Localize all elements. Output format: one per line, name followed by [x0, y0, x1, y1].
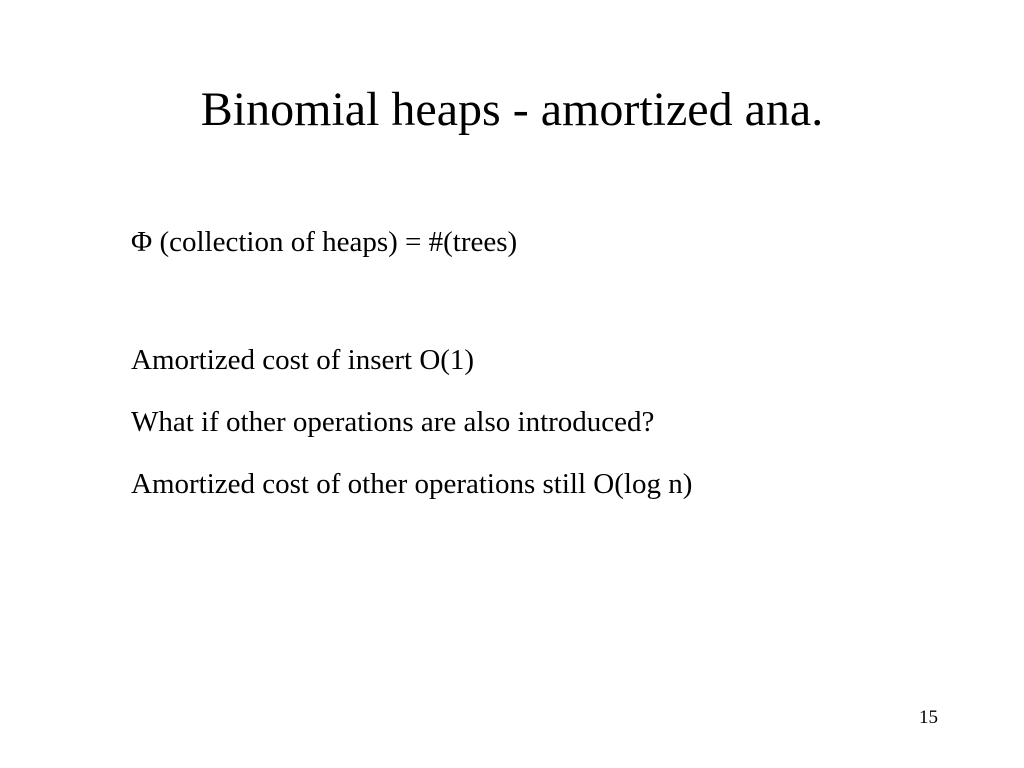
question-line: What if other operations are also introduced? [131, 406, 655, 438]
page-number: 15 [919, 707, 938, 728]
other-operations-cost-line: Amortized cost of other operations still O(log n) [131, 468, 693, 500]
slide-title: Binomial heaps - amortized ana. [200, 83, 824, 136]
potential-function-line: Φ (collection of heaps) = #(trees) [131, 226, 518, 258]
insert-cost-line: Amortized cost of insert O(1) [131, 344, 475, 376]
